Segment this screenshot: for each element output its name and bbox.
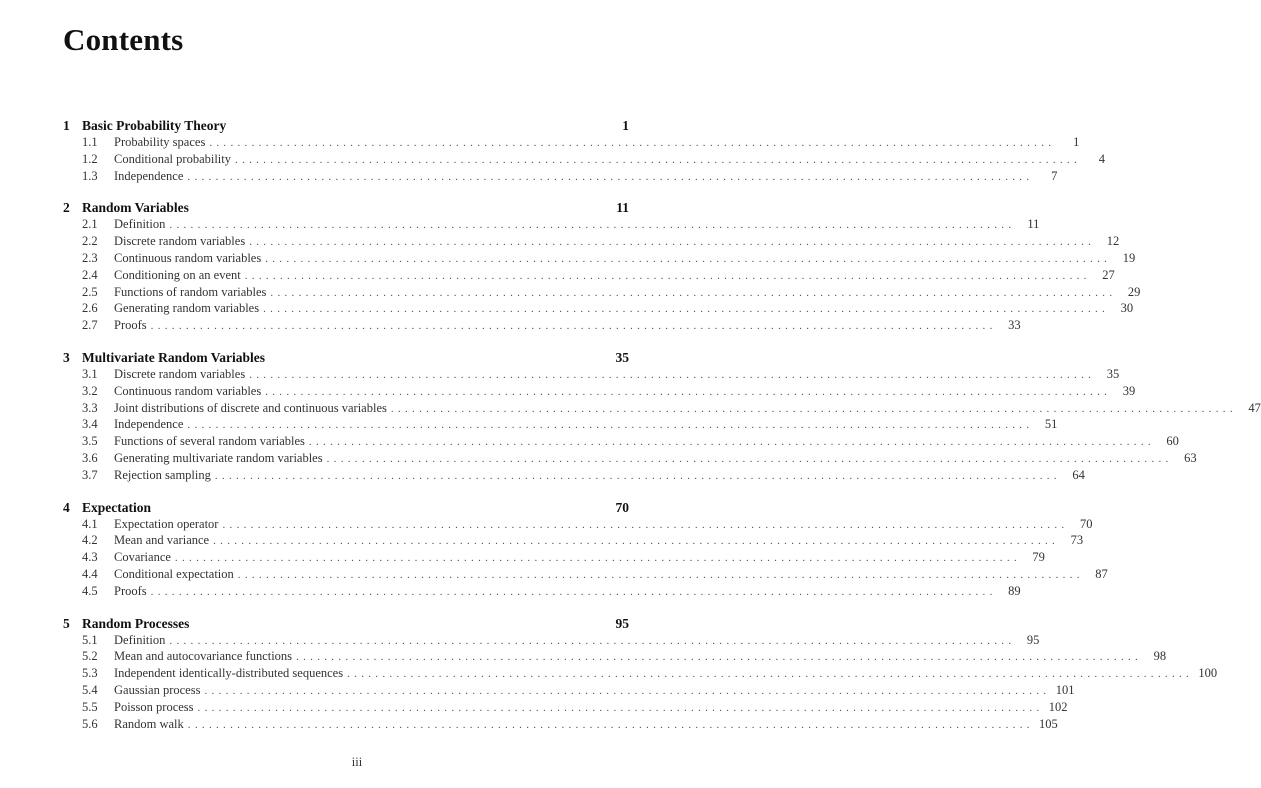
section-title: Functions of several random variables [114, 434, 305, 449]
section-page: 29 [1127, 284, 1141, 299]
toc-section-entry[interactable] [63, 450, 1197, 468]
dot-leader: ........................................................................................................................ [187, 419, 1034, 432]
toc-chapter-heading[interactable] [63, 616, 629, 633]
table-of-contents [63, 118, 1261, 748]
dot-leader: ........................................................................................................................ [265, 252, 1112, 265]
dot-leader: ........................................................................................................................ [209, 137, 1056, 149]
section-title: Mean and variance [114, 533, 210, 548]
toc-section-entry[interactable] [63, 566, 1108, 584]
section-page: 105 [1039, 716, 1058, 731]
chapter-number: 5 [63, 615, 70, 631]
toc-section-entry[interactable] [63, 301, 1134, 318]
dot-leader: ........................................................................................................................ [169, 634, 1016, 647]
toc-section-entry[interactable] [63, 533, 1084, 550]
section-page: 19 [1122, 250, 1136, 265]
section-title: Proofs [114, 583, 147, 598]
chapter-title: Random Processes [82, 615, 190, 631]
dot-leader: ........................................................................................................................ [249, 236, 1096, 249]
section-number: 2.5 [82, 284, 98, 299]
toc-section-entry[interactable] [63, 550, 1045, 567]
section-title: Mean and autocovariance functions [114, 649, 293, 664]
section-page: 63 [1184, 450, 1197, 465]
section-number: 3.6 [82, 450, 98, 465]
toc-section-entry[interactable] [63, 716, 1058, 734]
section-title: Generating multivariate random variables [114, 450, 323, 465]
dot-leader: ........................................................................................................................ [187, 718, 1034, 731]
toc-section-entry[interactable] [63, 467, 1085, 485]
dot-leader: ........................................................................................................................ [150, 320, 997, 333]
chapter-title: Multivariate Random Variables [82, 349, 266, 365]
chapter-page: 11 [616, 200, 629, 216]
page-title: Contents [63, 22, 184, 57]
section-page: 87 [1095, 566, 1108, 581]
toc-section-entry[interactable] [63, 649, 1167, 666]
section-page: 73 [1070, 533, 1084, 548]
section-number: 1.1 [82, 135, 98, 149]
chapter-number: 2 [63, 200, 70, 216]
section-title: Functions of random variables [114, 284, 267, 299]
section-number: 2.3 [82, 250, 98, 265]
toc-chapter-heading[interactable] [63, 350, 629, 367]
toc-chapter-heading[interactable] [63, 200, 629, 217]
section-number: 1.3 [82, 168, 98, 183]
section-number: 4.1 [82, 516, 98, 531]
section-title: Discrete random variables [114, 234, 246, 249]
dot-leader: ........................................................................................................................ [326, 452, 1173, 465]
dot-leader: ........................................................................................................................ [249, 368, 1096, 381]
section-number: 3.4 [82, 417, 98, 432]
toc-section-entry[interactable] [63, 417, 1058, 434]
toc-section-list [63, 516, 1108, 601]
section-page: 39 [1122, 383, 1136, 398]
section-number: 3.1 [82, 366, 98, 381]
section-title: Discrete random variables [114, 366, 246, 381]
section-title: Generating random variables [114, 301, 260, 316]
toc-chapter-heading[interactable] [63, 118, 629, 135]
section-number: 2.4 [82, 267, 98, 282]
section-title: Independence [114, 417, 184, 432]
toc-section-entry[interactable] [63, 682, 1075, 700]
section-page: 98 [1153, 649, 1167, 664]
section-title: Definition [114, 632, 166, 647]
dot-leader: ........................................................................................................................ [214, 469, 1061, 482]
section-number: 5.5 [82, 699, 98, 714]
dot-leader: ........................................................................................................................ [235, 153, 1082, 166]
section-page: 1 [1073, 135, 1080, 149]
section-title: Gaussian process [114, 682, 201, 697]
section-page: 100 [1198, 666, 1218, 681]
toc-chapter [63, 499, 1108, 601]
toc-section-list [63, 217, 1141, 335]
section-title: Conditional expectation [114, 566, 234, 581]
page-number: iii [351, 755, 363, 769]
chapter-page: 35 [615, 349, 629, 365]
toc-section-entry[interactable] [63, 135, 1080, 152]
section-number: 4.4 [82, 566, 98, 581]
toc-section-entry[interactable] [63, 666, 1218, 683]
dot-leader: ........................................................................................................................ [270, 286, 1117, 299]
dot-leader: ........................................................................................................................ [204, 684, 1051, 697]
section-number: 5.4 [82, 682, 98, 697]
section-title: Independence [114, 168, 184, 183]
toc-section-entry[interactable] [63, 151, 1106, 169]
section-number: 3.3 [82, 400, 98, 415]
toc-section-entry[interactable] [63, 434, 1179, 451]
section-title: Continuous random variables [114, 250, 262, 265]
section-page: 60 [1166, 434, 1179, 449]
chapter-title: Expectation [82, 499, 151, 515]
section-page: 11 [1027, 217, 1040, 232]
section-page: 7 [1051, 168, 1058, 183]
dot-leader: ........................................................................................................................ [308, 436, 1155, 449]
section-page: 30 [1120, 301, 1134, 316]
dot-leader: ........................................................................................................................ [197, 701, 1044, 714]
chapter-title: Random Variables [82, 200, 189, 216]
toc-section-entry[interactable] [63, 318, 1021, 335]
dot-leader: ........................................................................................................................ [187, 170, 1034, 183]
section-title: Covariance [114, 550, 171, 565]
chapter-number: 1 [63, 118, 70, 133]
section-page: 64 [1072, 467, 1085, 482]
toc-chapter [63, 615, 1218, 734]
dot-leader: ........................................................................................................................ [263, 303, 1110, 316]
dot-leader: ........................................................................................................................ [265, 385, 1112, 398]
section-title: Independent identically-distributed sequences [114, 666, 344, 681]
toc-section-entry[interactable] [63, 234, 1120, 251]
dot-leader: ........................................................................................................................ [222, 518, 1069, 531]
dot-leader: ........................................................................................................................ [174, 552, 1021, 565]
dot-leader: ........................................................................................................................ [390, 402, 1237, 415]
toc-section-list [63, 366, 1261, 485]
toc-section-list [63, 135, 1106, 185]
dot-leader: ........................................................................................................................ [237, 568, 1084, 581]
chapter-title: Basic Probability Theory [82, 118, 227, 133]
section-number: 5.2 [82, 649, 98, 664]
section-page: 35 [1106, 366, 1120, 381]
toc-section-entry[interactable] [63, 632, 1040, 650]
section-title: Conditioning on an event [114, 267, 241, 282]
section-page: 70 [1079, 516, 1093, 531]
dot-leader: ........................................................................................................................ [244, 269, 1091, 282]
toc-section-entry[interactable] [63, 699, 1068, 717]
dot-leader: ........................................................................................................................ [169, 219, 1016, 232]
section-page: 12 [1106, 234, 1120, 249]
section-title: Proofs [114, 318, 147, 333]
toc-chapter [63, 200, 1141, 335]
chapter-page: 70 [615, 499, 629, 515]
dot-leader: ........................................................................................................................ [347, 668, 1194, 681]
section-number: 5.1 [82, 632, 98, 647]
section-number: 2.1 [82, 217, 98, 232]
toc-section-entry[interactable] [63, 366, 1120, 384]
section-title: Continuous random variables [114, 383, 262, 398]
section-number: 3.5 [82, 434, 98, 449]
section-number: 4.2 [82, 533, 98, 548]
section-number: 5.3 [82, 666, 98, 681]
toc-section-entry[interactable] [63, 284, 1141, 302]
toc-section-entry[interactable] [63, 250, 1136, 268]
section-page: 89 [1008, 583, 1021, 598]
section-page: 101 [1055, 682, 1075, 697]
toc-section-entry[interactable] [63, 168, 1058, 186]
section-page: 33 [1008, 318, 1021, 333]
section-page: 51 [1044, 417, 1058, 432]
dot-leader: ........................................................................................................................ [213, 535, 1060, 548]
section-page: 47 [1248, 400, 1261, 415]
section-title: Joint distributions of discrete and continuous variables [114, 400, 387, 415]
section-number: 3.7 [82, 467, 98, 482]
section-page: 4 [1098, 151, 1106, 166]
dot-leader: ........................................................................................................................ [150, 585, 997, 598]
section-title: Rejection sampling [114, 467, 211, 482]
toc-section-entry[interactable] [63, 217, 1040, 234]
section-title: Conditional probability [114, 151, 232, 166]
dot-leader: ........................................................................................................................ [296, 651, 1143, 664]
section-page: 79 [1032, 550, 1045, 565]
toc-chapter-heading[interactable] [63, 500, 629, 517]
section-number: 3.2 [82, 383, 98, 398]
section-number: 4.3 [82, 550, 98, 565]
toc-section-list [63, 632, 1218, 734]
chapter-number: 4 [63, 499, 70, 515]
toc-section-entry[interactable] [63, 400, 1261, 418]
section-page: 95 [1026, 632, 1040, 647]
section-title: Probability spaces [114, 135, 206, 149]
section-number: 5.6 [82, 716, 98, 731]
section-title: Expectation operator [114, 516, 219, 531]
section-page: 27 [1102, 267, 1115, 282]
section-number: 2.7 [82, 318, 98, 333]
section-title: Random walk [114, 716, 184, 731]
chapter-page: 1 [622, 118, 629, 133]
section-number: 2.2 [82, 234, 98, 249]
toc-section-entry[interactable] [63, 267, 1115, 285]
section-number: 4.5 [82, 583, 98, 598]
section-number: 2.6 [82, 301, 98, 316]
chapter-page: 95 [615, 615, 629, 631]
toc-chapter [63, 118, 1106, 185]
section-title: Definition [114, 217, 166, 232]
section-number: 1.2 [82, 151, 98, 166]
toc-section-entry[interactable] [63, 383, 1136, 401]
section-page: 102 [1048, 699, 1068, 714]
toc-section-entry[interactable] [63, 583, 1021, 601]
section-title: Poisson process [114, 699, 194, 714]
chapter-number: 3 [63, 349, 70, 365]
toc-chapter [63, 349, 1261, 485]
toc-section-entry[interactable] [63, 516, 1093, 534]
